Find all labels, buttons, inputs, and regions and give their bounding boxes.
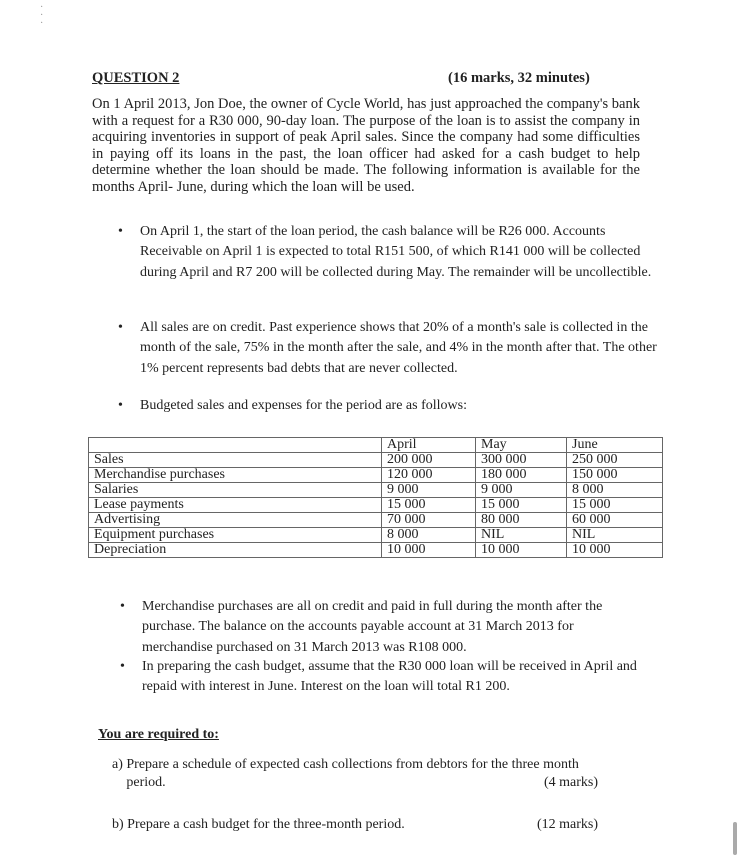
bullet-icon: •	[118, 398, 123, 413]
table-row	[89, 528, 663, 543]
cell-value: 120 000	[382, 468, 476, 483]
question-b-marks: (12 marks)	[537, 817, 599, 832]
table-row	[89, 513, 663, 528]
intro-paragraph: On 1 April 2013, Jon Doe, the owner of Cycle World, has just approached the company's bank with a request for a R30 000, 90-day loan. The purpose of the loan is to assist the company in acquiring inventories in support of peak April sales. Since the company had some difficulties in paying off its loans in the past, the loan officer had asked for a cash budget to help determine whether the loan should be made. The following information is available for the months April- June, during which the loan will be used.	[92, 96, 640, 195]
bullet-icon: •	[120, 659, 125, 674]
table-row	[89, 543, 663, 558]
cell-value: 8 000	[382, 528, 476, 543]
cell-value: 80 000	[476, 513, 567, 528]
cell-value: 70 000	[382, 513, 476, 528]
cell-value: NIL	[567, 528, 663, 543]
question-a: a) Prepare a schedule of expected cash collections from debtors for the three month period.	[112, 757, 579, 790]
cell-value: 9 000	[382, 483, 476, 498]
table-header-row: April May June	[89, 438, 663, 453]
row-label: Sales	[89, 453, 382, 468]
bullet-item: • All sales are on credit. Past experience shows that 20% of a month's sale is collected in the month of the sale, 75% in the month after the sale, and 4% in the month after that. The other 1% percent represents bad debts that are never collected.	[118, 320, 657, 376]
scrollbar[interactable]	[733, 822, 737, 855]
table-row	[89, 498, 663, 513]
budget-table	[88, 437, 663, 558]
cell-value: 150 000	[567, 468, 663, 483]
bullet-item: • Merchandise purchases are all on credit and paid in full during the month after the purchase. The balance on the accounts payable account at 31 March 2013 for merchandise purchased on 31 March 2013 was R108 000.	[120, 599, 603, 655]
cell-value: 10 000	[382, 543, 476, 558]
cell-value: 10 000	[476, 543, 567, 558]
row-label: Lease payments	[89, 498, 382, 513]
cell-value: 15 000	[567, 498, 663, 513]
cell-value: 10 000	[567, 543, 663, 558]
row-label: Depreciation	[89, 543, 382, 558]
bullet-icon: •	[120, 599, 125, 614]
bullet-item: • In preparing the cash budget, assume that the R30 000 loan will be received in April and repaid with interest in June. Interest on the loan will total R1 200.	[120, 659, 637, 695]
cell-value: 300 000	[476, 453, 567, 468]
question-marks: (16 marks, 32 minutes)	[448, 70, 590, 86]
cell-value: 60 000	[567, 513, 663, 528]
cell-value: NIL	[476, 528, 567, 543]
question-b: b) Prepare a cash budget for the three-month period.	[112, 817, 405, 832]
cell-value: 15 000	[382, 498, 476, 513]
cell-value: 180 000	[476, 468, 567, 483]
bullet-item: • Budgeted sales and expenses for the period are as follows:	[118, 396, 660, 416]
cell-value: 250 000	[567, 453, 663, 468]
bullet-icon: •	[118, 224, 123, 239]
cell-value: 15 000	[476, 498, 567, 513]
table-row	[89, 483, 663, 498]
cell-value: 200 000	[382, 453, 476, 468]
row-label: Merchandise purchases	[89, 468, 382, 483]
row-label: Advertising	[89, 513, 382, 528]
question-title: QUESTION 2	[92, 70, 180, 86]
scan-artifact: · · ·	[40, 2, 44, 29]
required-heading: You are required to:	[98, 727, 219, 742]
row-label: Salaries	[89, 483, 382, 498]
bullet-item: • On April 1, the start of the loan period, the cash balance will be R26 000. Accounts Receivable on April 1 is expected to total R151 500, of which R141 000 will be collected during April and R7 200 will be collected during May. The remainder will be uncollectible.	[118, 224, 652, 280]
bullet-icon: •	[118, 320, 123, 335]
cell-value: 8 000	[567, 483, 663, 498]
table-row	[89, 453, 663, 468]
question-a-marks: (4 marks)	[544, 775, 599, 790]
table-row	[89, 468, 663, 483]
row-label: Equipment purchases	[89, 528, 382, 543]
cell-value: 9 000	[476, 483, 567, 498]
